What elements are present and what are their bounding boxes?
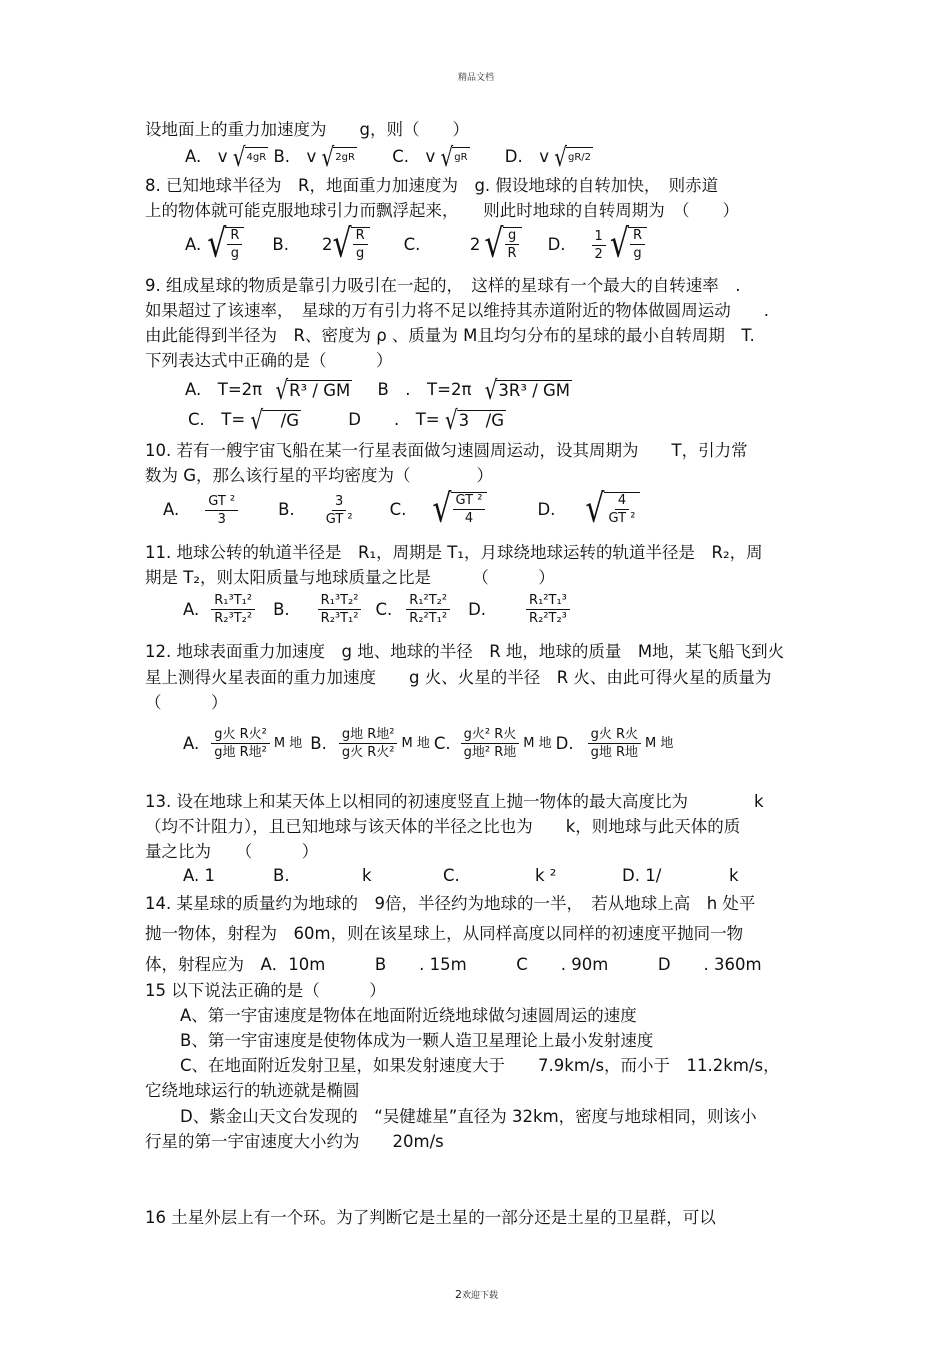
q15-option-d-line-1: D、紫金山天文台发现的 “吴健雄星”直径为 32km，密度与地球相同，则该小 bbox=[180, 1107, 757, 1126]
q10-option-b: B. bbox=[278, 500, 295, 519]
fraction: $\frac{\text{R₁²T₂²}}{\text{R₂²T₁²}}$ bbox=[406, 593, 450, 626]
sqrt-symbol: √ $\frac{R}{g}$ bbox=[207, 227, 244, 263]
q13-option-b: B. bbox=[273, 866, 290, 885]
q9-line-2: 如果超过了该速率， 星球的万有引力将不足以维持其赤道附近的物体做圆周运动 . bbox=[145, 301, 769, 320]
q9-option-d: D . T= bbox=[348, 410, 440, 429]
q9-option-c: C. T= bbox=[188, 410, 246, 429]
q7-options bbox=[185, 141, 593, 173]
q7-option-a: A. v bbox=[185, 147, 228, 166]
q10-option-a: A. bbox=[163, 500, 180, 519]
q13-line-3: 量之比为 （ ） bbox=[145, 842, 319, 861]
fraction: $\frac{3}{\text{GT ²}}$ bbox=[325, 493, 353, 527]
sqrt-symbol: √ $\frac{R}{g}$ bbox=[610, 227, 647, 263]
sqrt-symbol: √ /G bbox=[250, 404, 300, 436]
q13-option-a: A. 1 bbox=[183, 866, 215, 885]
sqrt-symbol: √ $\frac{4}{\text{GT ²}}$ bbox=[585, 492, 640, 528]
q12-option-c: C. bbox=[433, 733, 451, 753]
q12-line-2: 星上测得火星表面的重力加速度 g 火、火星的半径 R 火、由此可得火星的质量为 bbox=[145, 668, 772, 687]
page-footer bbox=[455, 1288, 498, 1301]
sqrt-symbol: √ 3R³ / GM bbox=[484, 374, 571, 406]
q13-line-1: 13. 设在地球上和某天体上以相同的初速度竖直上抛一物体的最大高度比为 k bbox=[145, 792, 764, 811]
q13-option-d: D. 1/ bbox=[622, 866, 662, 885]
q14-line-3: 体，射程应为 A．10m B . 15m C . 90m D . 360m bbox=[145, 955, 762, 974]
q8-option-b: B. 2 bbox=[272, 235, 333, 254]
q7-option-c: C. v bbox=[392, 147, 436, 166]
q9-options-ab bbox=[185, 374, 572, 406]
q8-line-1: 8. 已知地球半径为 R，地面重力加速度为 g. 假设地球的自转加快， 则赤道 bbox=[145, 176, 719, 195]
q12-option-a: A. bbox=[183, 733, 200, 753]
q10-option-c: C. bbox=[389, 500, 407, 519]
q12-options bbox=[183, 727, 673, 760]
q9-option-a: A. T=2π bbox=[185, 380, 263, 399]
q13-option-b-value: k bbox=[362, 866, 372, 885]
fraction: $\frac{\text{g火 R火²}}{\text{g地 R地²}}$ bbox=[211, 727, 270, 760]
q15-option-a: A、第一宇宙速度是物体在地面附近绕地球做匀速圆周运的速度 bbox=[180, 1006, 637, 1025]
q13-line-2: （均不计阻力），且已知地球与该天体的半径之比也为 k，则地球与此天体的质 bbox=[145, 817, 741, 836]
q9-line-3: 由此能得到半径为 R、密度为 ρ 、质量为 M且均匀分布的星球的最小自转周期 T. bbox=[145, 326, 755, 345]
fraction: $\frac{\text{GT ²}}{3}$ bbox=[205, 494, 238, 527]
fraction: $\frac{\text{R₁³T₁²}}{\text{R₂³T₂²}}$ bbox=[211, 593, 255, 626]
q14-line-1: 14. 某星球的质量约为地球的 9倍，半径约为地球的一半， 若从地球上高 h 处平 bbox=[145, 894, 756, 913]
q12-line-1: 12. 地球表面重力加速度 g 地、地球的半径 R 地，地球的质量 M地，某飞船飞到火 bbox=[145, 642, 785, 661]
q15-option-d-line-2: 行星的第一宇宙速度大小约为 20m/s bbox=[145, 1132, 444, 1151]
q7-stem: 设地面上的重力加速度为 g，则（ ） bbox=[145, 120, 469, 139]
q9-line-1: 9. 组成星球的物质是靠引力吸引在一起的， 这样的星球有一个最大的自转速率 . bbox=[145, 276, 741, 295]
q8-option-d: D. bbox=[547, 235, 566, 254]
q9-line-4: 下列表达式中正确的是（ ） bbox=[145, 351, 393, 370]
q11-option-b: B. bbox=[273, 599, 290, 619]
q11-line-1: 11. 地球公转的轨道半径是 R₁，周期是 T₁，月球绕地球运转的轨道半径是 R₂，周 bbox=[145, 543, 763, 562]
q11-line-2: 期是 T₂，则太阳质量与地球质量之比是 （ ） bbox=[145, 568, 555, 587]
fraction: $\frac{\text{R₁²T₁³}}{\text{R₂²T₂³}}$ bbox=[526, 593, 570, 626]
q12-option-d: D. bbox=[555, 733, 574, 753]
q14-line-2: 抛一物体，射程为 60m，则在该星球上，从同样高度以同样的初速度平抛同一物 bbox=[145, 924, 744, 943]
q11-options bbox=[183, 593, 574, 626]
q15-option-b: B、第一宇宙速度是使物体成为一颗人造卫星理论上最小发射速度 bbox=[180, 1031, 654, 1050]
q7-option-d: D. v bbox=[504, 147, 549, 166]
q8-option-c: C. 2 bbox=[403, 235, 481, 254]
q11-option-d: D. bbox=[468, 599, 487, 619]
q10-line-1: 10. 若有一艘宇宙飞船在某一行星表面做匀速圆周运动，设其周期为 T，引力常 bbox=[145, 441, 748, 460]
fraction: $\frac{\text{g火 R火}}{\text{g地 R地}}$ bbox=[588, 727, 641, 760]
sqrt-symbol: √ gR/2 bbox=[554, 141, 592, 173]
fraction: $\frac{\text{g火² R火}}{\text{g地² R地}}$ bbox=[461, 727, 520, 760]
q8-options bbox=[185, 221, 647, 268]
fraction: $\frac{1}{2}$ bbox=[592, 229, 606, 262]
q12-mass-c: M 地 bbox=[523, 735, 552, 751]
q7-option-b: B. v bbox=[273, 147, 317, 166]
sqrt-symbol: √ $\frac{g}{R}$ bbox=[484, 227, 521, 263]
sqrt-symbol: √ gR bbox=[440, 141, 468, 173]
q9-options-cd bbox=[188, 404, 506, 436]
sqrt-symbol: √ 4gR bbox=[232, 141, 267, 173]
q12-mass-d: M 地 bbox=[644, 735, 674, 751]
page-number: 2 bbox=[455, 1288, 462, 1301]
q10-line-2: 数为 G，那么该行星的平均密度为（ ） bbox=[145, 466, 494, 485]
sqrt-symbol: √ 2gR bbox=[321, 141, 355, 173]
q12-mass-a: M 地 bbox=[273, 735, 303, 751]
q8-option-a: A. bbox=[185, 235, 202, 254]
q13-option-c: C. bbox=[443, 866, 460, 885]
q15-stem: 15 以下说法正确的是（ ） bbox=[145, 981, 386, 1000]
q15-option-c-line-2: 它绕地球运行的轨迹就是椭圆 bbox=[145, 1081, 360, 1100]
q13-option-d-value: k bbox=[729, 866, 739, 885]
sqrt-symbol: √ $\frac{\text{GT ²}}{4}$ bbox=[432, 492, 487, 528]
q9-option-b: B . T=2π bbox=[377, 380, 472, 399]
footer-text: 欢迎下载 bbox=[462, 1291, 499, 1301]
q8-line-2: 上的物体就可能克服地球引力而飘浮起来， 则此时地球的自转周期为 （ ） bbox=[145, 201, 739, 220]
q10-option-d: D. bbox=[537, 500, 556, 519]
fraction: $\frac{\text{g地 R地²}}{\text{g火 R火²}}$ bbox=[339, 727, 398, 760]
q12-line-3: （ ） bbox=[145, 693, 228, 712]
q12-mass-b: M 地 bbox=[401, 735, 430, 751]
q10-options bbox=[163, 486, 640, 533]
q11-option-c: C. bbox=[375, 599, 393, 619]
q15-option-c-line-1: C、在地面附近发射卫星，如果发射速度大于 7.9km/s，而小于 11.2km/s， bbox=[180, 1056, 780, 1075]
sqrt-symbol: √ 3 /G bbox=[444, 404, 504, 436]
q13-option-c-value: k ² bbox=[535, 866, 557, 885]
q12-option-b: B. bbox=[310, 733, 327, 753]
sqrt-symbol: √ $\frac{R}{g}$ bbox=[332, 227, 369, 263]
sqrt-symbol: √ R³ / GM bbox=[275, 374, 351, 406]
q11-option-a: A. bbox=[183, 599, 200, 619]
q16-line-1: 16 土星外层上有一个环。为了判断它是土星的一部分还是土星的卫星群，可以 bbox=[145, 1208, 716, 1227]
page-header: 精品文档 bbox=[458, 73, 495, 83]
fraction: $\frac{\text{R₁³T₂²}}{\text{R₂³T₁²}}$ bbox=[318, 593, 362, 626]
